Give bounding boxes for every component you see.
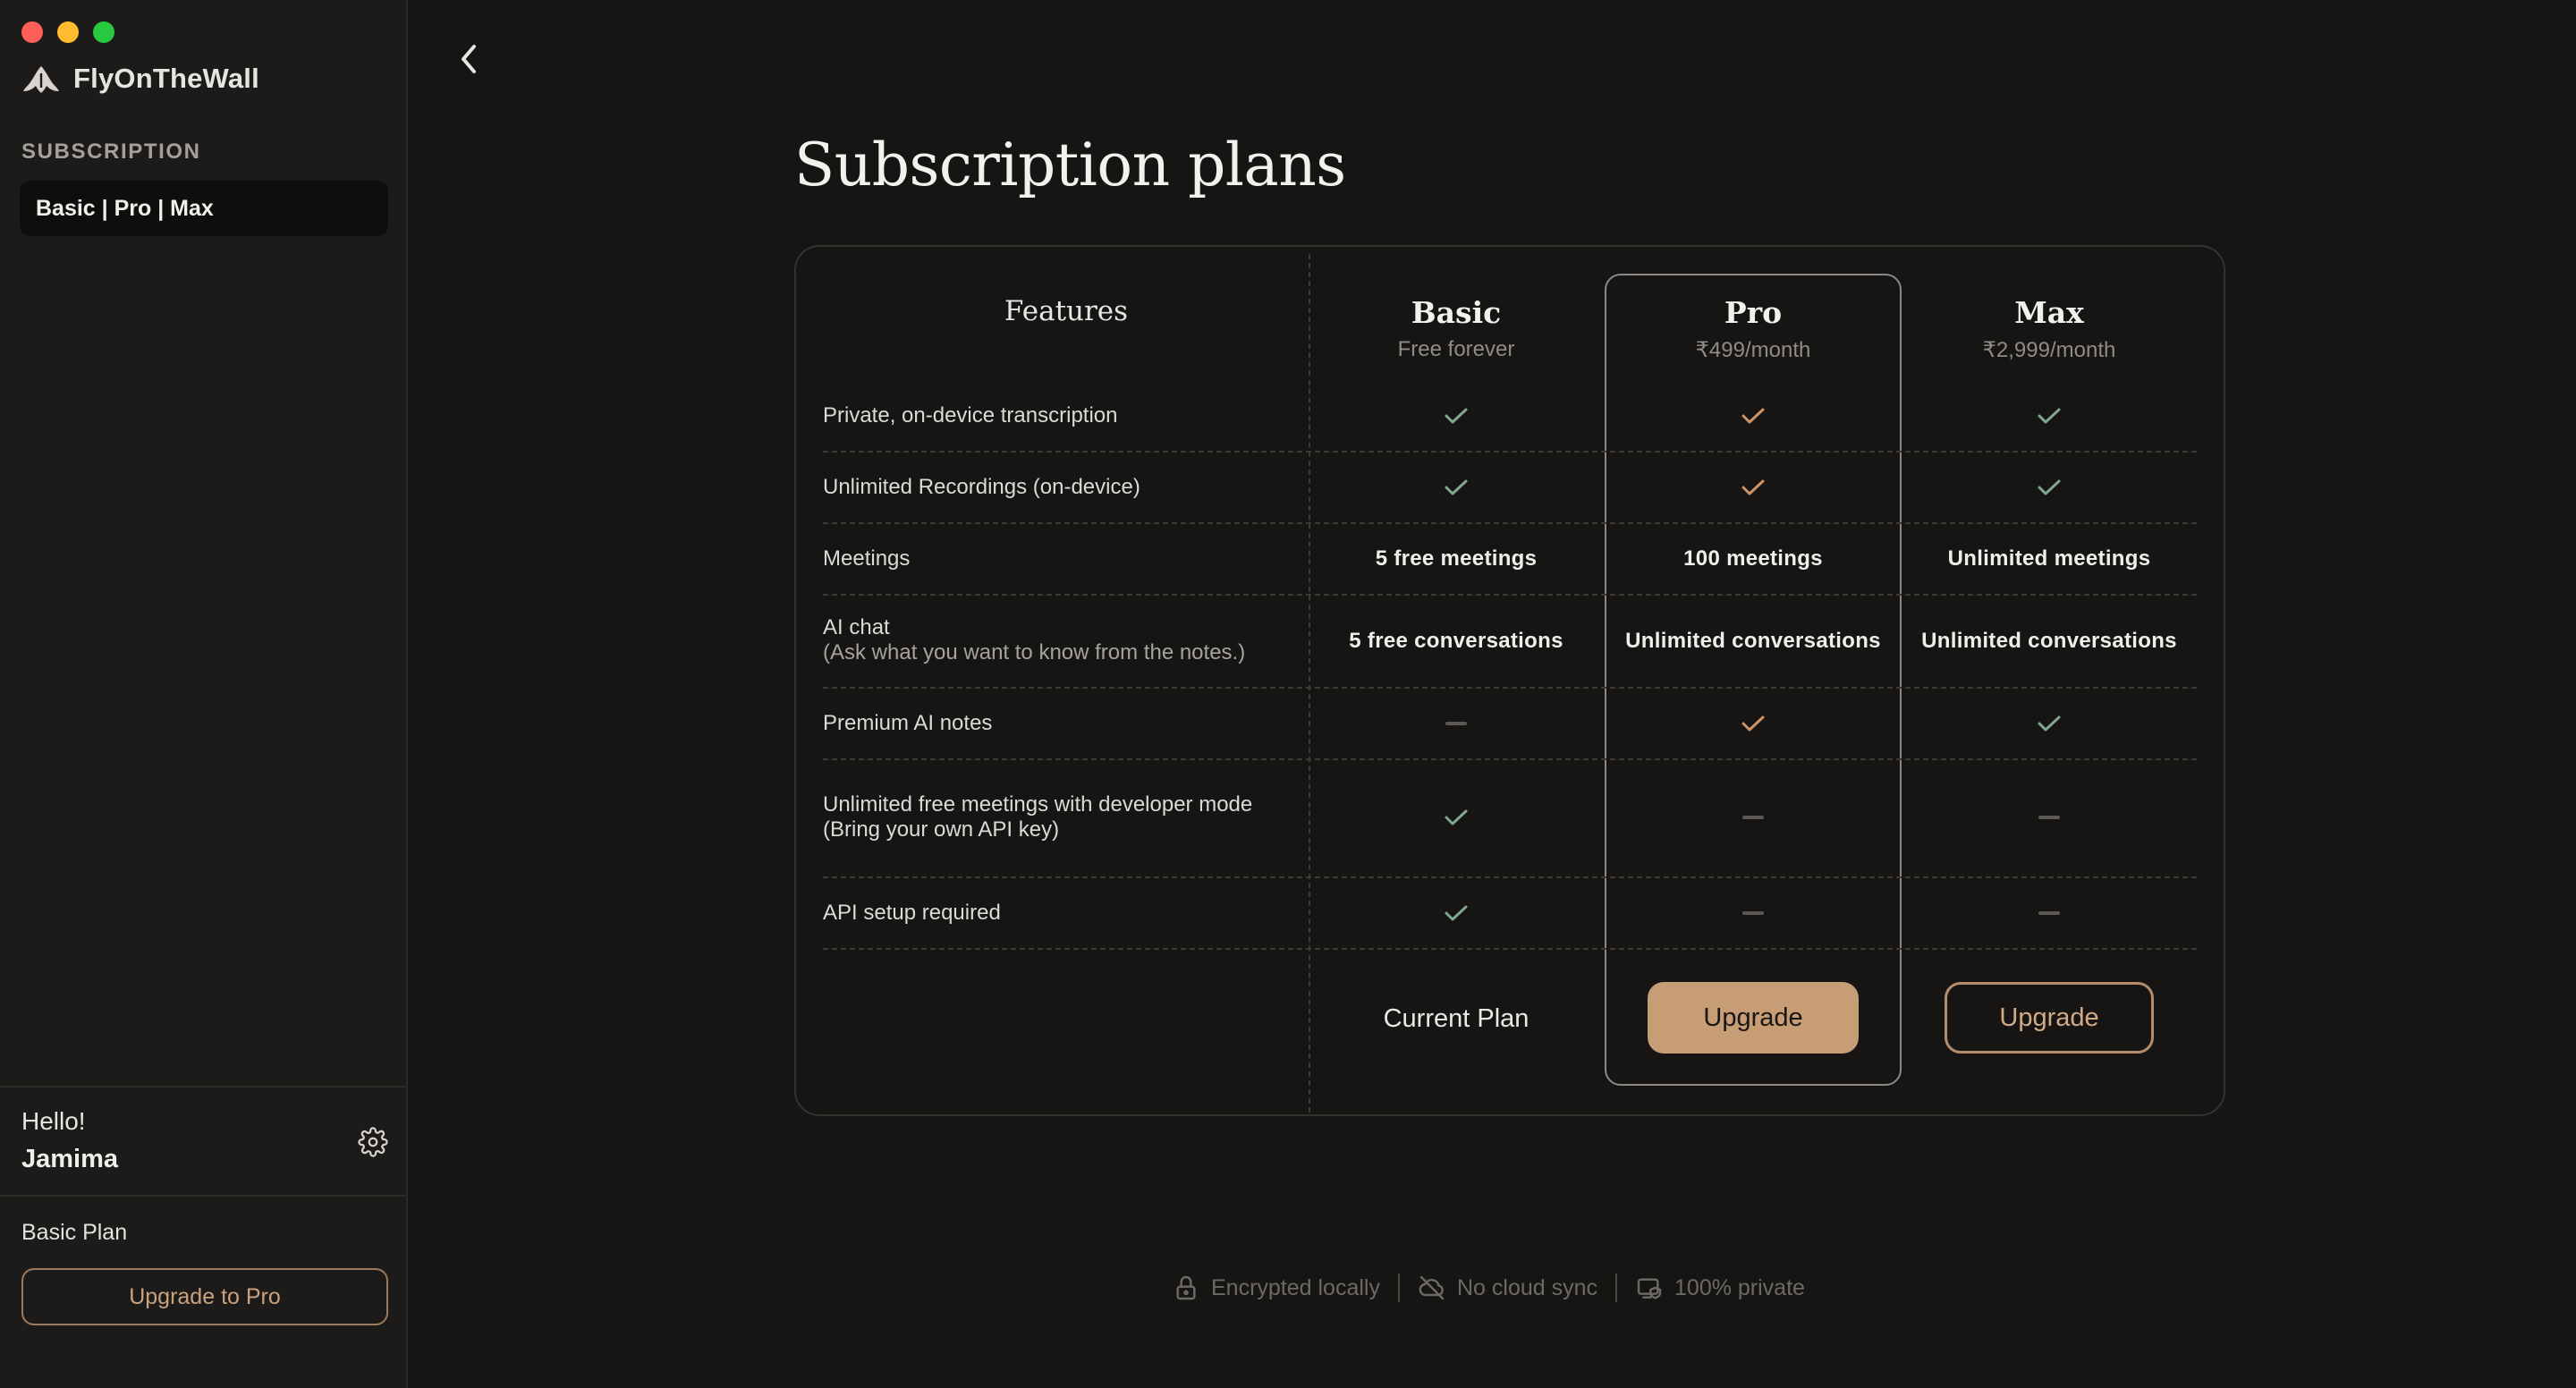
table-cell: [1606, 470, 1901, 505]
table-cell: [1902, 895, 2197, 931]
user-name: Jamima: [21, 1145, 119, 1173]
footer-divider: [1615, 1274, 1617, 1302]
row-divider: [823, 687, 2197, 689]
row-divider: [823, 948, 2197, 950]
plan-header-max: [1902, 295, 2197, 363]
current-plan-text: Current Plan: [1383, 1003, 1530, 1033]
plan-header-pro: [1606, 295, 1901, 363]
footer-text: 100% private: [1674, 1274, 1805, 1300]
column-divider: [1309, 254, 1310, 1113]
upgrade-to-pro-button[interactable]: Upgrade to Pro: [21, 1268, 388, 1325]
footer-text: Encrypted locally: [1211, 1274, 1380, 1300]
plan-price: Free forever: [1397, 337, 1515, 361]
table-cell: [1606, 398, 1901, 434]
table-cell: [1606, 895, 1901, 931]
cloud-off-icon: [1418, 1274, 1446, 1302]
row-divider: [823, 594, 2197, 596]
table-cell: [1902, 470, 2197, 505]
privacy-footer: [1172, 1274, 1805, 1302]
lock-icon: [1172, 1274, 1200, 1302]
row-divider: [823, 451, 2197, 453]
checkmark-icon: [1443, 405, 1470, 427]
plan-block: [0, 1195, 408, 1388]
table-cell: [1606, 706, 1901, 741]
footer-divider: [1398, 1274, 1400, 1302]
table-cell: [1902, 398, 2197, 434]
sidebar: [0, 0, 408, 1388]
row-divider: [823, 758, 2197, 760]
dash-icon: [2038, 816, 2060, 819]
upgrade-pro-button[interactable]: Upgrade: [1648, 982, 1859, 1054]
close-window-button[interactable]: [21, 21, 43, 43]
table-cell: [1902, 706, 2197, 741]
features-header: Features: [1004, 295, 1129, 327]
checkmark-icon: [1740, 713, 1767, 734]
footer-text: No cloud sync: [1456, 1274, 1598, 1300]
dash-icon: [1742, 911, 1764, 915]
current-plan-label: Basic Plan: [21, 1220, 128, 1245]
feature-label: [823, 901, 1001, 926]
pro-plan-highlight: [1605, 274, 1902, 1086]
feature-label: [823, 546, 910, 571]
table-cell: [1309, 706, 1604, 741]
feature-subtitle: (Bring your own API key): [823, 817, 1060, 842]
checkmark-icon: [1740, 477, 1767, 498]
fly-logo-icon: [21, 61, 61, 97]
row-divider: [823, 876, 2197, 878]
checkmark-icon: [1443, 477, 1470, 498]
plan-name: Pro: [1724, 295, 1783, 330]
greeting: Hello!: [21, 1107, 86, 1135]
feature-label: [823, 711, 992, 736]
feature-title: API setup required: [823, 901, 1001, 925]
table-cell: [1309, 470, 1604, 505]
checkmark-icon: [1443, 807, 1470, 828]
footer-item: [1635, 1274, 1805, 1302]
feature-label: [823, 792, 1252, 842]
footer-item: [1418, 1274, 1597, 1302]
plan-price: ₹2,999/month: [1982, 338, 2116, 362]
sidebar-item-subscription[interactable]: Basic | Pro | Max: [20, 181, 388, 236]
table-cell: Unlimited conversations: [1921, 629, 2177, 653]
checkmark-icon: [1443, 902, 1470, 924]
table-cell: [1309, 895, 1604, 931]
plan-name: Max: [2014, 295, 2084, 330]
feature-label: [823, 615, 1245, 665]
table-cell: [1309, 800, 1604, 835]
zoom-window-button[interactable]: [93, 21, 114, 43]
feature-title: AI chat: [823, 615, 890, 639]
checkmark-icon: [1740, 405, 1767, 427]
page-title: Subscription plans: [794, 131, 1346, 199]
table-cell: Unlimited conversations: [1625, 629, 1881, 653]
window-controls: [21, 21, 114, 43]
row-divider: [823, 522, 2197, 524]
table-cell: 5 free meetings: [1375, 546, 1538, 571]
plan-header-basic: [1309, 295, 1604, 362]
plan-price: ₹499/month: [1695, 338, 1811, 362]
table-cell: [1309, 398, 1604, 434]
feature-label: [823, 403, 1117, 428]
table-cell: 100 meetings: [1683, 546, 1823, 571]
feature-title: Premium AI notes: [823, 711, 993, 735]
table-cell: 5 free conversations: [1349, 629, 1563, 653]
footer-item: [1172, 1274, 1380, 1302]
feature-subtitle: (Ask what you want to know from the notes.): [823, 640, 1246, 664]
user-block: [0, 1086, 408, 1195]
table-cell: [1606, 800, 1901, 835]
brand: [21, 61, 259, 97]
minimize-window-button[interactable]: [57, 21, 79, 43]
section-label: SUBSCRIPTION: [21, 140, 201, 164]
shield-device-icon: [1635, 1274, 1664, 1302]
dash-icon: [2038, 911, 2060, 915]
table-cell: [1902, 800, 2197, 835]
dash-icon: [1445, 722, 1467, 725]
checkmark-icon: [2036, 405, 2063, 427]
feature-title: Meetings: [823, 546, 911, 571]
dash-icon: [1742, 816, 1764, 819]
checkmark-icon: [2036, 713, 2063, 734]
feature-title: Unlimited free meetings with developer mode: [823, 792, 1253, 817]
chevron-left-icon[interactable]: [454, 41, 483, 77]
feature-title: Private, on-device transcription: [823, 403, 1118, 427]
plan-name: Basic: [1411, 295, 1502, 330]
feature-title: Unlimited Recordings (on-device): [823, 475, 1140, 499]
gear-icon[interactable]: [358, 1127, 388, 1157]
checkmark-icon: [2036, 477, 2063, 498]
feature-label: [823, 475, 1140, 500]
table-cell: Unlimited meetings: [1947, 546, 2151, 571]
upgrade-max-button[interactable]: Upgrade: [1945, 982, 2154, 1054]
brand-name: FlyOnTheWall: [73, 63, 259, 94]
